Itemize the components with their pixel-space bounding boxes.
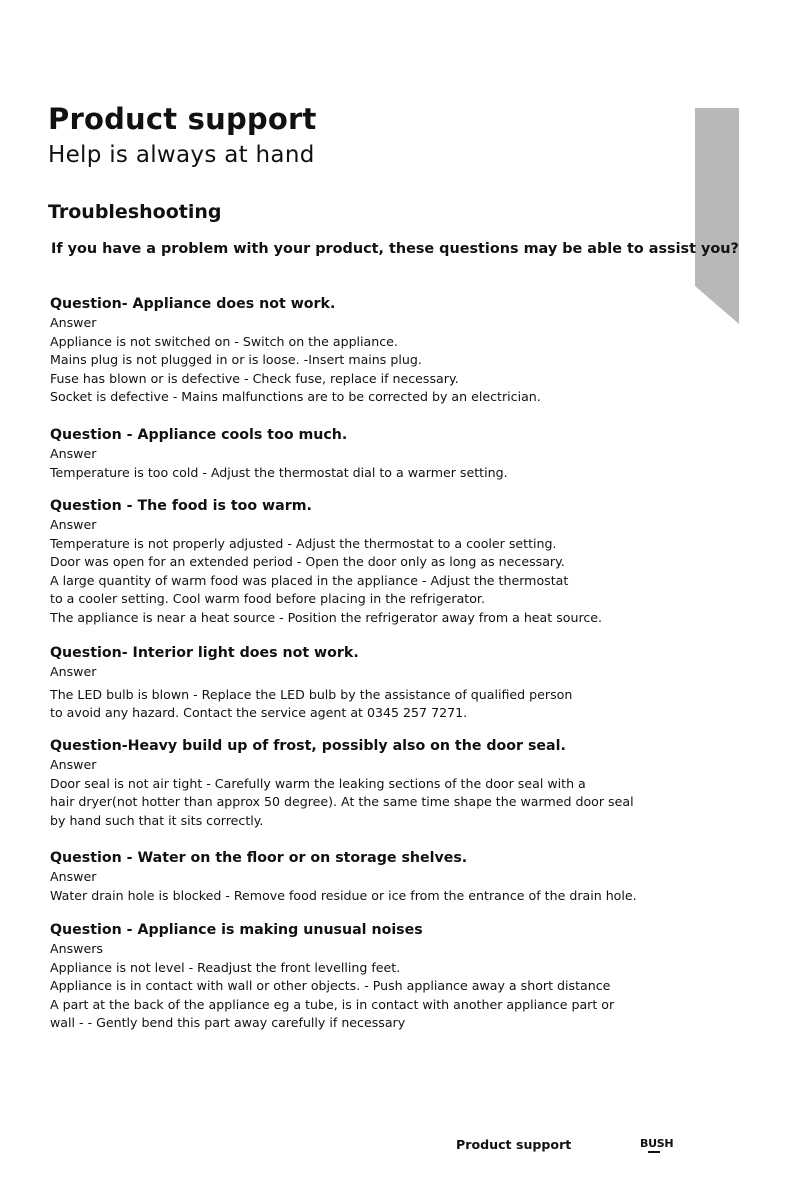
faq-item: [50, 294, 690, 407]
faq-answer-label: Answer: [50, 446, 97, 461]
faq-answer-line: Temperature is not properly adjusted - Adjust the thermostat to a cooler setting.: [50, 535, 557, 551]
faq-answer-label: Answer: [50, 517, 97, 532]
footer-label: Product support: [456, 1137, 572, 1152]
faq-question: Question- Interior light does not work.: [50, 645, 359, 661]
faq-answer-line: Appliance is not level - Readjust the front levelling feet.: [50, 959, 401, 975]
brand-logo-underline: [648, 1151, 660, 1153]
page-title: Product support: [48, 102, 317, 136]
faq-item: [50, 643, 690, 723]
faq-answer-line: Mains plug is not plugged in or is loose. -Insert mains plug.: [50, 352, 422, 367]
faq-answer-line: Appliance is not switched on - Switch on the appliance.: [50, 333, 398, 349]
faq-answer-label: Answer: [50, 869, 97, 884]
section-tab-marker: [695, 108, 739, 324]
faq-answer-line: Door seal is not air tight - Carefully warm the leaking sections of the door seal with a: [50, 775, 586, 791]
faq-question: Question - Appliance is making unusual noises: [50, 922, 423, 938]
faq-answer-line: Door was open for an extended period - Open the door only as long as necessary.: [50, 554, 565, 569]
faq-answer-label: Answer: [50, 664, 97, 679]
faq-answer-line: by hand such that it sits correctly.: [50, 812, 264, 828]
page-subtitle: Help is always at hand: [48, 142, 315, 168]
faq-answer-line: Appliance is in contact with wall or other objects. - Push appliance away a short distance: [50, 978, 611, 993]
faq-answer-label: Answers: [50, 941, 103, 956]
faq-question: Question - The food is too warm.: [50, 498, 312, 514]
faq-answer-line: The appliance is near a heat source - Position the refrigerator away from a heat source.: [50, 609, 603, 625]
faq-answer-line: Temperature is too cold - Adjust the thermostat dial to a warmer setting.: [50, 464, 508, 480]
faq-answer-line: Socket is defective - Mains malfunctions are to be corrected by an electrician.: [50, 389, 541, 404]
faq-answer-line: A large quantity of warm food was placed in the appliance - Adjust the thermostat: [50, 572, 569, 588]
section-title: Troubleshooting: [48, 201, 222, 223]
faq-item: [50, 920, 690, 1033]
faq-item: [50, 425, 690, 482]
faq-item: [50, 848, 690, 905]
faq-answer-line: to a cooler setting. Cool warm food before placing in the refrigerator.: [50, 591, 485, 606]
faq-answer-label: Answer: [50, 315, 97, 330]
faq-answer-line: to avoid any hazard. Contact the service agent at 0345 257 7271.: [50, 705, 468, 720]
faq-answer-line: hair dryer(not hotter than approx 50 degree). At the same time shape the warmed door seal: [50, 794, 634, 809]
brand-logo: BUSH: [640, 1137, 674, 1150]
faq-answer-label: Answer: [50, 757, 97, 772]
faq-item: [50, 736, 690, 830]
section-intro: If you have a problem with your product, these questions may be able to assist you?: [51, 241, 739, 257]
faq-answer-line: The LED bulb is blown - Replace the LED bulb by the assistance of qualified person: [50, 686, 573, 702]
faq-question: Question - Water on the floor or on storage shelves.: [50, 850, 468, 866]
faq-answer-line: A part at the back of the appliance eg a tube, is in contact with another appliance part or: [50, 996, 615, 1012]
faq-question: Question - Appliance cools too much.: [50, 427, 348, 443]
faq-answer-line: Fuse has blown or is defective - Check fuse, replace if necessary.: [50, 370, 459, 386]
faq-answer-line: Water drain hole is blocked - Remove food residue or ice from the entrance of the drain hole.: [50, 887, 637, 903]
faq-question: Question- Appliance does not work.: [50, 296, 336, 312]
faq-answer-line: wall - - Gently bend this part away carefully if necessary: [50, 1015, 406, 1030]
faq-question: Question-Heavy build up of frost, possibly also on the door seal.: [50, 738, 566, 754]
faq-item: [50, 496, 690, 627]
